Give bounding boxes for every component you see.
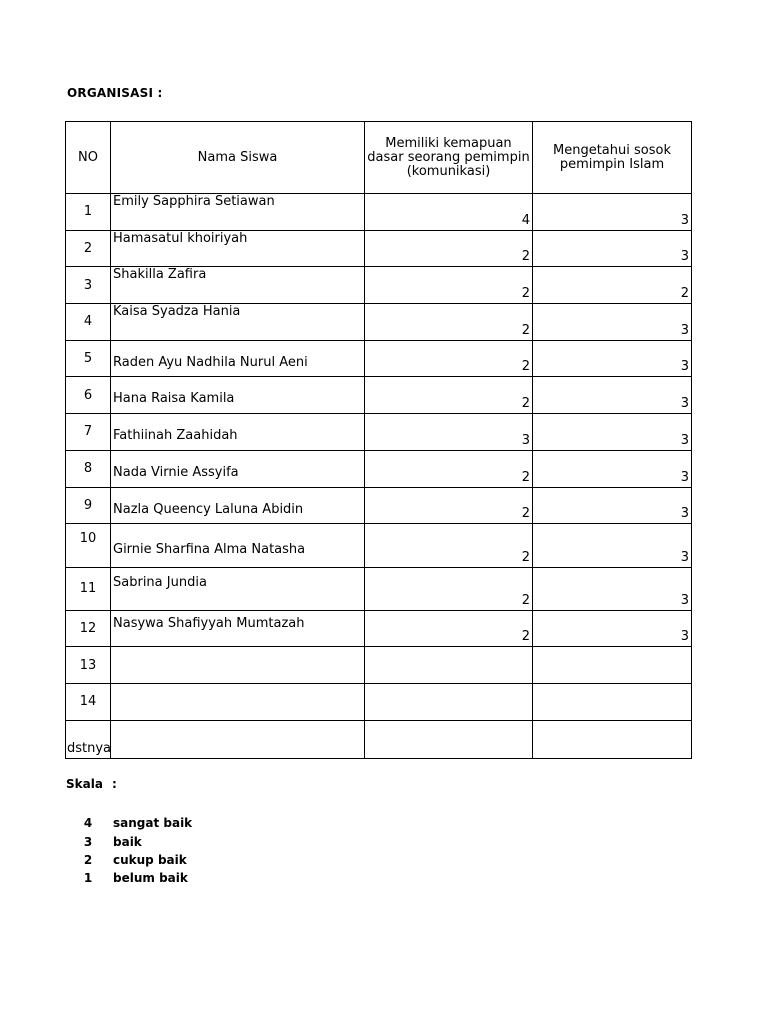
score-sosok: 3 bbox=[680, 432, 689, 448]
table-row bbox=[66, 304, 692, 341]
row-number: 9 bbox=[66, 487, 111, 524]
table-row bbox=[66, 647, 692, 684]
table-row bbox=[66, 340, 692, 377]
scale-label: sangat baik bbox=[113, 816, 193, 831]
student-name: Hana Raisa Kamila bbox=[113, 391, 235, 407]
score-sosok: 3 bbox=[680, 549, 689, 565]
scale-legend bbox=[78, 814, 192, 888]
table-row bbox=[66, 230, 692, 267]
scale-item bbox=[78, 832, 192, 850]
scale-label: belum baik bbox=[113, 871, 188, 886]
score-sosok: 3 bbox=[680, 506, 689, 522]
row-number: 1 bbox=[66, 194, 111, 231]
score-kemampuan: 2 bbox=[521, 322, 530, 338]
row-number: 12 bbox=[66, 610, 111, 647]
table-row bbox=[66, 267, 692, 304]
score-kemampuan: 2 bbox=[521, 249, 530, 265]
student-name: Nasywa Shafiyyah Mumtazah bbox=[113, 615, 305, 631]
score-sosok: 3 bbox=[680, 212, 689, 228]
score-sosok: 3 bbox=[680, 592, 689, 608]
row-number: 13 bbox=[66, 647, 111, 684]
scale-label: cukup baik bbox=[113, 852, 187, 867]
row-number: 11 bbox=[66, 567, 111, 610]
student-name: Nazla Queency Laluna Abidin bbox=[113, 501, 304, 517]
table-row bbox=[66, 414, 692, 451]
column-header-no: NO bbox=[66, 122, 111, 194]
table-row bbox=[66, 524, 692, 568]
score-sosok: 3 bbox=[680, 629, 689, 645]
table-row bbox=[66, 487, 692, 524]
column-header-nama-siswa: Nama Siswa bbox=[111, 122, 365, 194]
scale-item bbox=[78, 851, 192, 869]
assessment-table bbox=[65, 121, 692, 759]
student-name: Shakilla Zafira bbox=[113, 267, 207, 283]
row-number: 5 bbox=[66, 340, 111, 377]
row-number: 6 bbox=[66, 377, 111, 414]
row-number: 4 bbox=[66, 304, 111, 341]
row-number: dstnya bbox=[66, 720, 111, 759]
scale-value: 3 bbox=[83, 834, 93, 849]
score-sosok: 3 bbox=[680, 249, 689, 265]
organisasi-label: ORGANISASI : bbox=[67, 86, 163, 100]
score-sosok: 2 bbox=[680, 286, 689, 302]
column-header-sosok: Mengetahui sosok pemimpin Islam bbox=[533, 122, 692, 194]
table-row bbox=[66, 194, 692, 231]
score-kemampuan: 4 bbox=[521, 212, 530, 228]
score-kemampuan: 2 bbox=[521, 549, 530, 565]
table-row bbox=[66, 450, 692, 487]
scale-label: baik bbox=[113, 834, 142, 849]
score-kemampuan: 2 bbox=[521, 469, 530, 485]
row-number: 7 bbox=[66, 414, 111, 451]
scale-item bbox=[78, 869, 192, 887]
table-row bbox=[66, 683, 692, 720]
student-name: Nada Virnie Assyifa bbox=[113, 464, 239, 480]
table-row bbox=[66, 377, 692, 414]
student-name: Fathiinah Zaahidah bbox=[113, 428, 238, 444]
scale-value: 4 bbox=[83, 816, 93, 831]
student-name: Hamasatul khoiriyah bbox=[113, 230, 248, 246]
row-number: 14 bbox=[66, 683, 111, 720]
table-row bbox=[66, 720, 692, 759]
table-row bbox=[66, 610, 692, 647]
row-number: 10 bbox=[66, 524, 111, 568]
table-row bbox=[66, 567, 692, 610]
score-kemampuan: 2 bbox=[521, 592, 530, 608]
row-number: 2 bbox=[66, 230, 111, 267]
score-kemampuan: 2 bbox=[521, 286, 530, 302]
score-kemampuan: 3 bbox=[521, 432, 530, 448]
scale-value: 1 bbox=[83, 871, 93, 886]
scale-title: Skala bbox=[66, 777, 103, 791]
student-name: Sabrina Jundia bbox=[113, 574, 207, 590]
score-kemampuan: 2 bbox=[521, 359, 530, 375]
student-name: Emily Sapphira Setiawan bbox=[113, 194, 275, 209]
score-sosok: 3 bbox=[680, 469, 689, 485]
column-header-kemampuan: Memiliki kemapuan dasar seorang pemimpin (komunikasi) bbox=[365, 122, 533, 194]
score-sosok: 3 bbox=[680, 322, 689, 338]
score-sosok: 3 bbox=[680, 359, 689, 375]
score-kemampuan: 2 bbox=[521, 629, 530, 645]
student-name: Kaisa Syadza Hania bbox=[113, 304, 241, 320]
score-kemampuan: 2 bbox=[521, 506, 530, 522]
row-number: 8 bbox=[66, 450, 111, 487]
scale-colon: : bbox=[112, 777, 117, 791]
row-number: 3 bbox=[66, 267, 111, 304]
student-name: Raden Ayu Nadhila Nurul Aeni bbox=[113, 354, 308, 370]
score-sosok: 3 bbox=[680, 396, 689, 412]
scale-item bbox=[78, 814, 192, 832]
score-kemampuan: 2 bbox=[521, 396, 530, 412]
scale-value: 2 bbox=[83, 852, 93, 867]
table-header-row bbox=[66, 122, 692, 194]
student-name: Girnie Sharfina Alma Natasha bbox=[113, 542, 306, 558]
